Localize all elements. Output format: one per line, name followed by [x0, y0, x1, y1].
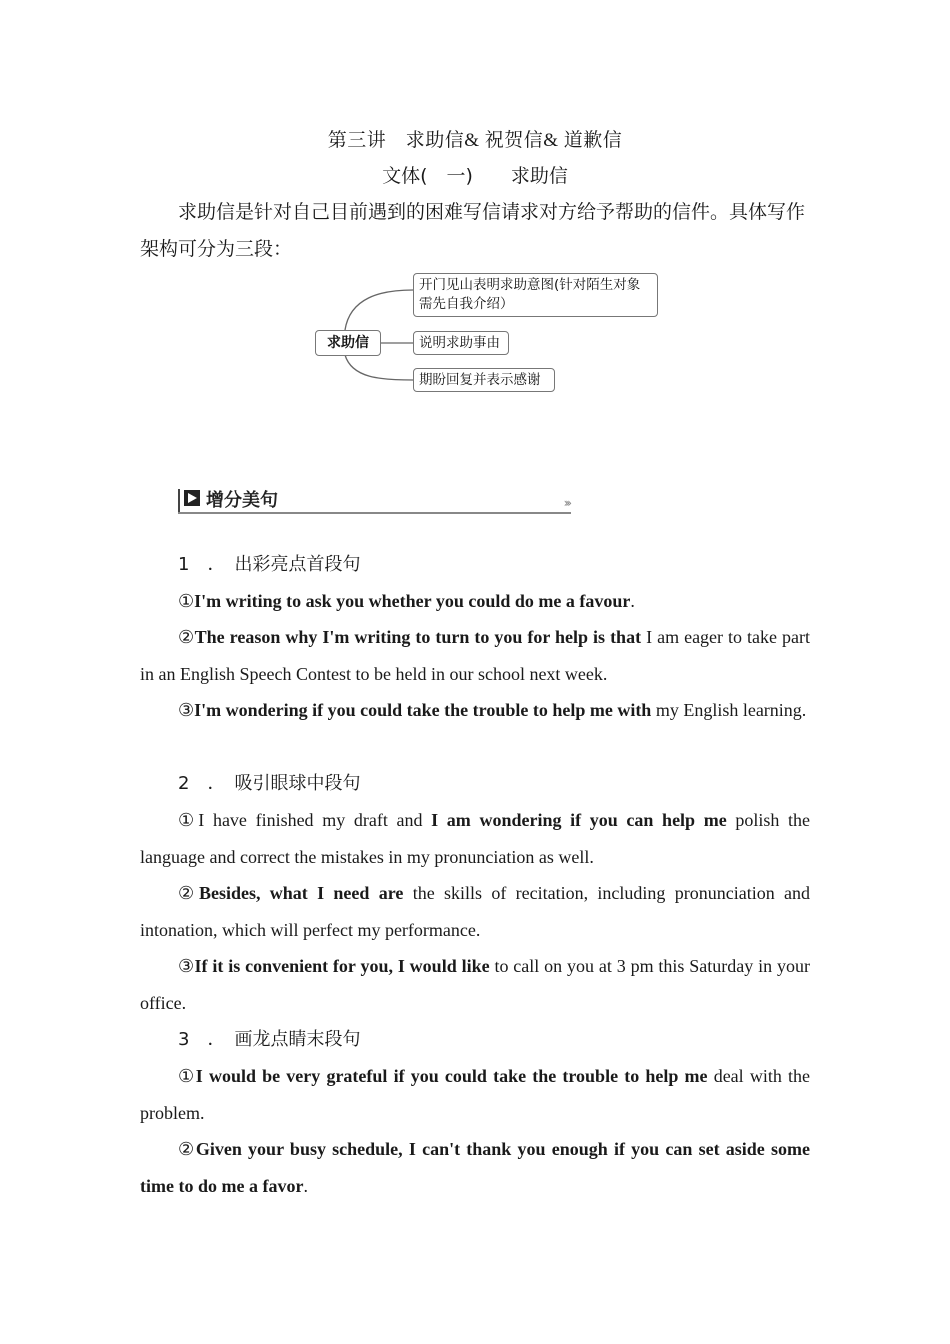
heading-bar	[178, 489, 180, 513]
section-heading	[178, 486, 571, 514]
diagram-branch-thanks: 期盼回复并表示感谢	[413, 368, 555, 392]
section-label: 2 ． 吸引眼球中段句	[178, 773, 361, 794]
sentence-item: ③If it is convenient for you, I would like to call on you at 3 pm this Saturday in your office.	[140, 956, 810, 1013]
sentence-item: ①I'm writing to ask you whether you could do me a favour.	[178, 591, 635, 611]
sentence-item: ①I have finished my draft and I am wondering if you can help me polish the language and correct the mistakes in my pronunciation as well.	[140, 810, 811, 867]
sentence-item: ②Given your busy schedule, I can't thank you enough if you can set aside some time to do me a favor.	[140, 1139, 810, 1196]
section-heading-text: 增分美句	[206, 490, 278, 511]
structure-diagram	[310, 268, 670, 398]
diagram-branch-intent: 开门见山表明求助意图(针对陌生对象需先自我介绍）	[413, 273, 658, 317]
play-icon	[184, 490, 200, 506]
intro-paragraph: 求助信是针对自己目前遇到的困难写信请求对方给予帮助的信件。具体写作架构可分为三段：	[140, 202, 806, 260]
sentence-item: ①I would be very grateful if you could take the trouble to help me deal with the problem.	[140, 1066, 810, 1123]
section-label: 3 ． 画龙点睛末段句	[178, 1029, 361, 1050]
page-subtitle: 文体( 一) 求助信	[382, 165, 568, 187]
page-title: 第三讲 求助信& 祝贺信& 道歉信	[327, 130, 623, 151]
sentence-item: ③I'm wondering if you could take the trouble to help me with my English learning.	[178, 700, 807, 720]
diagram-center-node: 求助信	[315, 330, 381, 356]
sentence-item: ②The reason why I'm writing to turn to you for help is that I am eager to take part in an English Speech Contest to be held in our school next week.	[140, 627, 811, 684]
sentence-item: ②Besides, what I need are the skills of recitation, including pronunciation and intonation, which will perfect my performance.	[140, 883, 811, 940]
heading-underline	[178, 512, 571, 514]
chevrons-icon: ›››	[563, 496, 569, 510]
diagram-branch-reason: 说明求助事由	[413, 331, 509, 355]
section-label: 1 ． 出彩亮点首段句	[178, 554, 361, 575]
